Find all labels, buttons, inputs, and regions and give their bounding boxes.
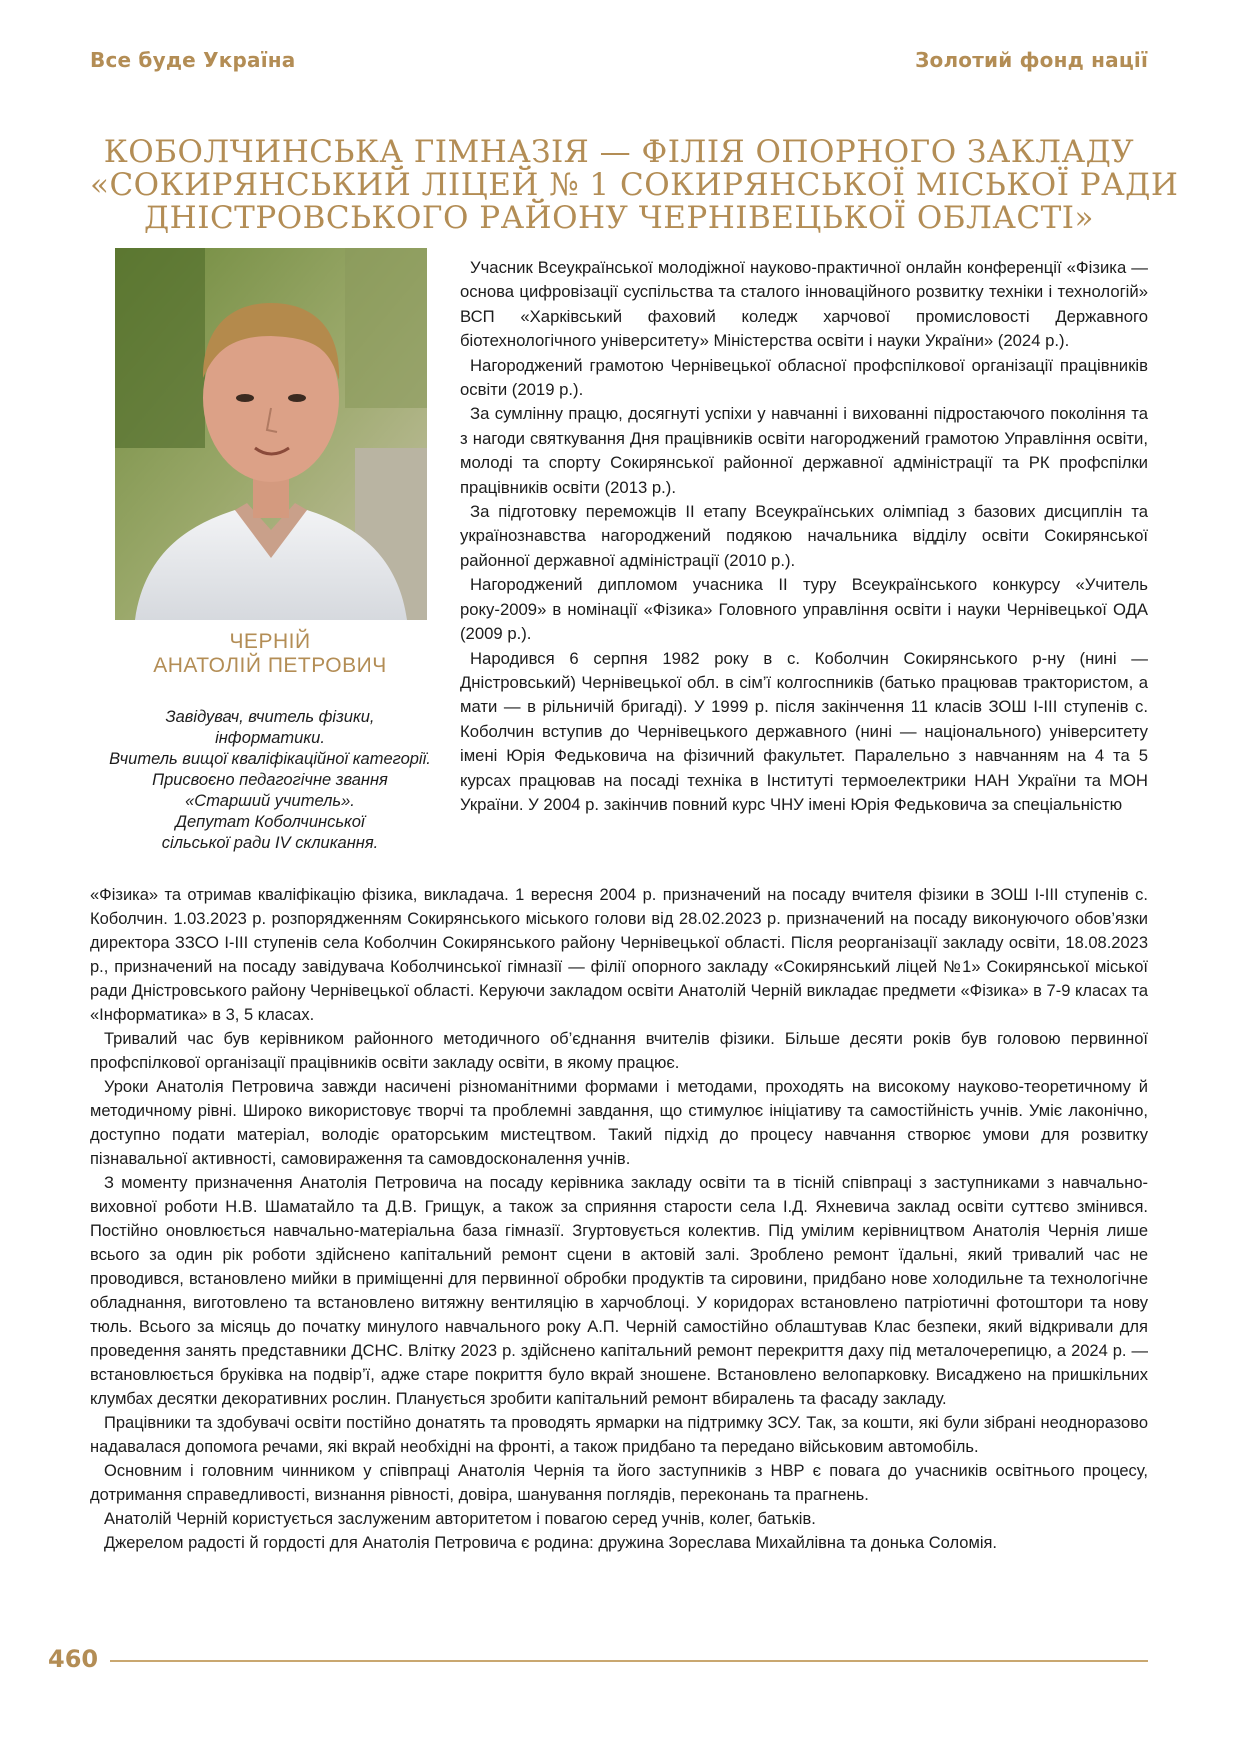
paragraph: Уроки Анатолія Петровича завжди насичені різноманітними формами і методами, проходять на високому науково-теоретичному й методичному рівні. Широко використовує творчі та проблемні завдання, що стимулює ініціативу та самостійність учнів. Уміє лаконічно, доступно подати матеріал, володіє ораторським мистецтвом. Такий підхід до процесу навчання створює умови для розвитку пізнавальної активності, самовираження та самовдосконалення учнів. — [90, 1078, 1148, 1168]
bio-line: сільської ради IV скликання. — [161, 834, 379, 852]
portrait-illustration — [115, 248, 427, 620]
paragraph: Нагороджений грамотою Чернівецької обласної профспілкової організації працівників освіти (2019 р.). — [460, 355, 1148, 400]
bio-line: інформатики. — [215, 729, 325, 747]
bio-line: Вчитель вищої кваліфікаційної категорії. — [109, 750, 431, 768]
paragraph: Основним і головним чинником у співпраці Анатолія Чернія та його заступників з НВР є повага до учасників освітнього процесу, дотримання справедливості, визнання рівності, довіра, шанування поглядів, переконань та прагнень. — [90, 1462, 1148, 1504]
article-title — [90, 134, 1179, 236]
paragraph: Тривалий час був керівником районного методичного об’єднання вчителів фізики. Більше десяти років був головою первинної профспілкової організації працівників освіти закладу освіти, в якому працює. — [90, 1030, 1148, 1072]
bio-line: Депутат Коболчинської — [175, 813, 365, 831]
running-header-right: Золотий фонд нації — [915, 48, 1148, 72]
paragraph: За сумлінну працю, досягнуті успіхи у навчанні і вихованні підростаючого покоління та з нагоди святкування Дня працівників освіти нагороджений грамотою Управління освіти, молоді та спорту Сокирянської районної державної адміністрації та РК профспілки працівників освіти (2013 р.). — [460, 404, 1148, 497]
person-surname: ЧЕРНІЙ — [229, 630, 311, 653]
bio-line: «Старший учитель». — [185, 792, 355, 810]
paragraph: Анатолій Черній користується заслуженим авторитетом і повагою серед учнів, колег, батьків. — [104, 1510, 816, 1528]
portrait-photo — [115, 248, 427, 620]
bio-line: Присвоєно педагогічне звання — [152, 771, 388, 789]
person-bio — [95, 707, 445, 854]
full-width-text — [90, 883, 1148, 1555]
right-column-text — [460, 256, 1148, 817]
title-line-3: ДНІСТРОВСЬКОГО РАЙОНУ ЧЕРНІВЕЦЬКОЇ ОБЛАСТІ» — [143, 200, 1095, 236]
person-given-names: АНАТОЛІЙ ПЕТРОВИЧ — [153, 654, 387, 677]
title-line-2: «СОКИРЯНСЬКИЙ ЛІЦЕЙ № 1 СОКИРЯНСЬКОЇ МІСЬКОЇ РАДИ — [90, 167, 1179, 203]
footer-rule — [110, 1660, 1148, 1662]
running-header-left: Все буде Україна — [90, 48, 296, 72]
paragraph: За підготовку переможців ІІ етапу Всеукраїнських олімпіад з базових дисциплін та українознавства нагороджений подякою начальника відділу освіти Сокирянської районної державної адміністрації (2010 р.). — [460, 502, 1148, 570]
title-line-1: КОБОЛЧИНСЬКА ГІМНАЗІЯ — ФІЛІЯ ОПОРНОГО ЗАКЛАДУ — [103, 134, 1135, 170]
paragraph: Нагороджений дипломом учасника ІІ туру Всеукраїнського конкурсу «Учитель року-2009» в номінації «Фізика» Головного управління освіти і науки Чернівецької ОДА (2009 р.). — [460, 575, 1148, 644]
page-number: 460 — [48, 1645, 99, 1673]
paragraph: Учасник Всеукраїнської молодіжної науково-практичної онлайн конференції «Фізика — основа цифровізації суспільства та сталого інноваційного розвитку техніки і технологій» ВСП «Харківський фаховий коледж харчової промисловості Державного біотехнологічного університету» Міністерства освіти і науки України» (2024 р.). — [460, 258, 1148, 351]
paragraph: Джерелом радості й гордості для Анатолія Петровича є родина: дружина Зореслава Михайлівна та донька Соломія. — [104, 1534, 998, 1552]
paragraph: «Фізика» та отримав кваліфікацію фізика, викладача. 1 вересня 2004 р. призначений на посаду вчителя фізики в ЗОШ І-ІІІ ступенів с. Коболчин. 1.03.2023 р. розпорядженням Сокирянського міського голови від 28.02.2023 р. призначений на посаду виконуючого обов’язки директора ЗЗСО І-ІІІ ступенів села Коболчин Сокирянського району Чернівецької області. Після реорганізації закладу освіти, 18.08.2023 р., призначений на посаду завідувача Коболчинської гімназії — філії опорного закладу «Сокирянський ліцей №1» Сокирянської міської ради Дністровського району Чернівецької області. Керуючи закладом освіти Анатолій Черній викладає предмети «Фізика» в 7-9 класах та «Інформатика» в 3, 5 класах. — [90, 886, 1148, 1024]
paragraph: Народився 6 серпня 1982 року в с. Коболчин Сокирянського р-ну (нині — Дністровський) Чернівецької обл. в сім’ї колгоспників (батько працював трактористом, а мати — в рільничій бригаді). У 1999 р. після закінчення 11 класів ЗОШ І-ІІІ ступенів с. Коболчин вступив до Чернівецького державного (нині — національного) університету імені Юрія Федьковича на фізичний факультет. Паралельно з навчанням на 4 та 5 курсах працював на посаді техніка в Інституті термоелектрики НАН України та МОН України. У 2004 р. закінчив повний курс ЧНУ імені Юрія Федьковича за спеціальністю — [460, 648, 1148, 814]
person-name — [112, 630, 428, 678]
paragraph: Працівники та здобувачі освіти постійно донатять та проводять ярмарки на підтримку ЗСУ. Так, за кошти, які були зібрані неодноразово надавалася допомога речами, які вкрай необхідні на фронті, а також придбано та передано військовим автомобіль. — [90, 1414, 1148, 1456]
bio-line: Завідувач, вчитель фізики, — [165, 708, 375, 726]
paragraph: З моменту призначення Анатолія Петровича на посаду керівника закладу освіти та в тісній співпраці з заступниками з навчально-виховної роботи Н.В. Шаматайло та Д.В. Грищук, а також за сприяння старости села І.Д. Яхневича заклад освіти суттєво змінився. Постійно оновлюється навчально-матеріальна база гімназії. Згуртовується колектив. Під умілим керівництвом Анатолія Чернія лише всього за один рік роботи здійснено капітальний ремонт сцени в актовій залі. Зроблено ремонт їдальні, який тривалий час не проводився, встановлено мийки в приміщенні для первинної обробки продуктів та сировини, придбано нове холодильне та технологічне обладнання, виготовлено та встановлено витяжну вентиляцію в харчоблоці. У коридорах встановлено патріотичні фотоштори та нову тюль. Всього за місяць до початку минулого навчального року А.П. Черній самостійно облаштував Клас безпеки, який відкривали для проведення занять представники ДСНС. Влітку 2023 р. здійснено капітальний ремонт перекриття даху під металочерепицю, а 2024 р. — встановлюється бруківка на подвір’ї, адже старе покриття було вкрай зношене. Встановлено велопарковку. Висаджено на пришкільних клумбах десятки декоративних рослин. Планується зробити капітальний ремонт вбиралень та фасаду закладу. — [90, 1174, 1148, 1408]
